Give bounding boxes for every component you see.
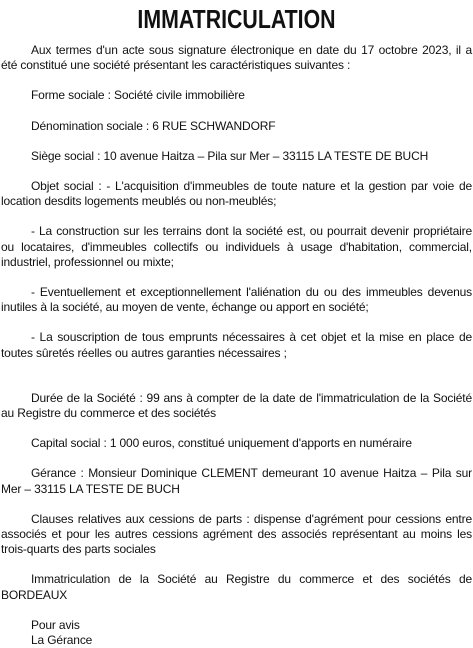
notice-title: IMMATRICULATION bbox=[137, 4, 336, 34]
objet-construction: - La construction sur les terrains dont la société est, ou pourrait devenir propriétaire ou locataires, d'immeubles collectifs ou individuels à usage d'habitation, commercial, industriel, professionnel ou mixte; bbox=[1, 224, 472, 269]
signature-gerance: La Gérance bbox=[31, 633, 93, 648]
clauses-cessions: Clauses relatives aux cessions de parts : dispense d'agrément pour cessions entre associés et pour les autres cessions agrément des associés représentant au moins les trois-quarts des parts sociales bbox=[1, 511, 472, 557]
gerance: Gérance : Monsieur Dominique CLEMENT demeurant 10 avenue Haitza – Pila sur Mer – 33115 LA TESTE DE BUCH bbox=[1, 466, 472, 496]
duree-societe: Durée de la Société : 99 ans à compter de la date de l'immatriculation de la Société au Registre du commerce et des sociétés bbox=[1, 390, 472, 421]
forme-sociale: Forme sociale : Société civile immobilière bbox=[31, 88, 245, 103]
notice-body bbox=[1, 43, 472, 648]
intro-paragraph: Aux termes d'un acte sous signature électronique en date du 17 octobre 2023, il a été constitué une société présentant les caractéristiques suivantes : bbox=[1, 43, 472, 73]
immatriculation-rcs: Immatriculation de la Société au Registre du commerce et des sociétés de BORDEAUX bbox=[1, 572, 472, 602]
capital-social: Capital social : 1 000 euros, constitué uniquement d'apports en numéraire bbox=[31, 436, 412, 451]
siege-social: Siège social : 10 avenue Haitza – Pila sur Mer – 33115 LA TESTE DE BUCH bbox=[31, 148, 429, 163]
signature-pour-avis: Pour avis bbox=[31, 617, 80, 632]
objet-social: Objet social : - L'acquisition d'immeubles de toute nature et la gestion par voie de location desdits logements meublés ou non-meublés; bbox=[1, 179, 472, 209]
denomination-sociale: Dénomination sociale : 6 RUE SCHWANDORF bbox=[31, 118, 276, 133]
objet-souscription: - La souscription de tous emprunts nécessaires à cet objet et la mise en place de toutes sûretés réelles ou autres garanties nécessaires ; bbox=[1, 330, 472, 360]
objet-alienation: - Eventuellement et exceptionnellement l'aliénation du ou des immeubles devenus inutiles à la société, au moyen de vente, échange ou apport en société; bbox=[1, 285, 472, 315]
